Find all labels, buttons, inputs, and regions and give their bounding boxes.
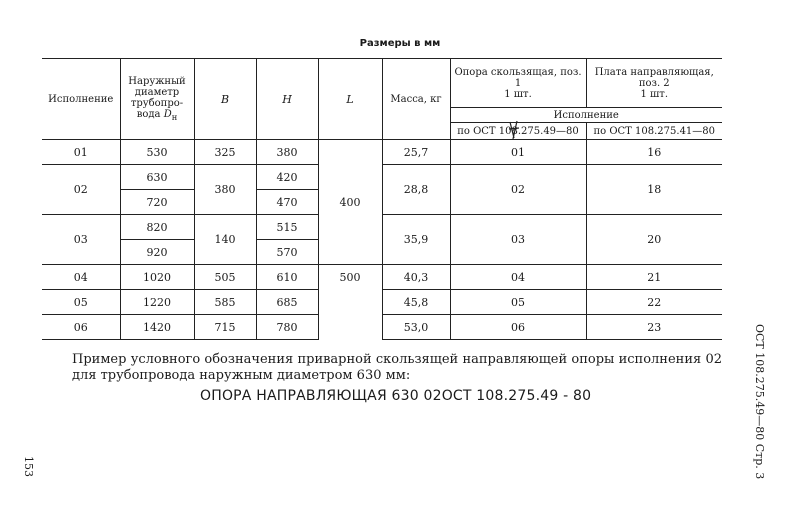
header-h: H: [256, 59, 318, 140]
table-row: [42, 165, 722, 190]
header-variant: Исполнение: [42, 59, 120, 140]
cell-h: 515: [256, 215, 318, 240]
cell-mass: 25,7: [382, 140, 450, 165]
cell-mass: 45,8: [382, 290, 450, 315]
cell-h: 420: [256, 165, 318, 190]
header-outer-diameter-text: Наружный диаметр трубопро- вода: [128, 75, 186, 120]
side-reference: ОСТ 108.275.49—80 Стр. 3: [753, 324, 766, 480]
cell-support: 04: [450, 265, 586, 290]
cell-b: 325: [194, 140, 256, 165]
header-execution: Исполнение: [553, 109, 619, 121]
cell-diameter: 1420: [120, 315, 194, 340]
cell-plate: 20: [586, 215, 722, 265]
header-support-qty: 1 шт.: [504, 88, 532, 100]
header-support-ref: по ОСТ 108.275.49—80: [450, 123, 586, 140]
cell-support: 06: [450, 315, 586, 340]
cell-l: 400: [318, 140, 382, 265]
cell-l: 500: [318, 265, 382, 340]
header-outer-diameter-subscript: н: [171, 111, 178, 122]
cell-plate: 23: [586, 315, 722, 340]
cell-support: 05: [450, 290, 586, 315]
header-plate-title: Плата направляющая, поз. 2: [594, 66, 714, 89]
cell-variant: 04: [42, 265, 120, 290]
cell-diameter: 1020: [120, 265, 194, 290]
cell-diameter: 920: [120, 240, 194, 265]
cell-diameter: 530: [120, 140, 194, 165]
cell-b: 585: [194, 290, 256, 315]
designation-example: ОПОРА НАПРАВЛЯЮЩАЯ 630 02ОСТ 108.275.49 - 80: [200, 388, 592, 404]
cell-mass: 40,3: [382, 265, 450, 290]
table-row: [42, 265, 722, 290]
cell-b: 505: [194, 265, 256, 290]
header-support: [450, 59, 586, 108]
example-text: Пример условного обозначения приварной скользящей направляющей опоры исполнения 02 для трубопровода наружным диаметром 630 мм:: [72, 352, 722, 383]
header-plate-qty: 1 шт.: [640, 88, 669, 100]
table-row: [42, 315, 722, 340]
cell-h: 470: [256, 190, 318, 215]
header-l: L: [318, 59, 382, 140]
cell-diameter: 1220: [120, 290, 194, 315]
header-outer-diameter-symbol: D: [163, 108, 172, 120]
cell-diameter: 720: [120, 190, 194, 215]
cell-b: 715: [194, 315, 256, 340]
cell-b: 380: [194, 165, 256, 215]
page-number: 153: [22, 456, 35, 477]
dimensions-table: [42, 58, 722, 340]
cell-h: 685: [256, 290, 318, 315]
cell-mass: 28,8: [382, 165, 450, 215]
cell-variant: 05: [42, 290, 120, 315]
cell-plate: 21: [586, 265, 722, 290]
cell-plate: 18: [586, 165, 722, 215]
table-row: [42, 215, 722, 240]
cell-variant: 03: [42, 215, 120, 265]
cell-support: 02: [450, 165, 586, 215]
header-mass: Масса, кг: [382, 59, 450, 140]
cell-variant: 06: [42, 315, 120, 340]
cell-support: 01: [450, 140, 586, 165]
cell-h: 380: [256, 140, 318, 165]
header-plate-ref: по ОСТ 108.275.41—80: [586, 123, 722, 140]
cell-variant: 02: [42, 165, 120, 215]
cell-plate: 22: [586, 290, 722, 315]
cell-mass: 35,9: [382, 215, 450, 265]
cell-h: 570: [256, 240, 318, 265]
table-row: [42, 140, 722, 165]
cell-h: 780: [256, 315, 318, 340]
cell-b: 140: [194, 215, 256, 265]
cell-support: 03: [450, 215, 586, 265]
cell-variant: 01: [42, 140, 120, 165]
cell-diameter: 630: [120, 165, 194, 190]
table-row: [42, 290, 722, 315]
table-caption: Размеры в мм: [359, 38, 441, 49]
header-b: B: [194, 59, 256, 140]
header-outer-diameter: [120, 59, 194, 140]
cell-h: 610: [256, 265, 318, 290]
cell-diameter: 820: [120, 215, 194, 240]
handwritten-mark-icon: [508, 120, 520, 140]
cell-mass: 53,0: [382, 315, 450, 340]
header-plate: [586, 59, 722, 108]
cell-plate: 16: [586, 140, 722, 165]
header-support-title: Опора скользящая, поз. 1: [454, 66, 582, 89]
